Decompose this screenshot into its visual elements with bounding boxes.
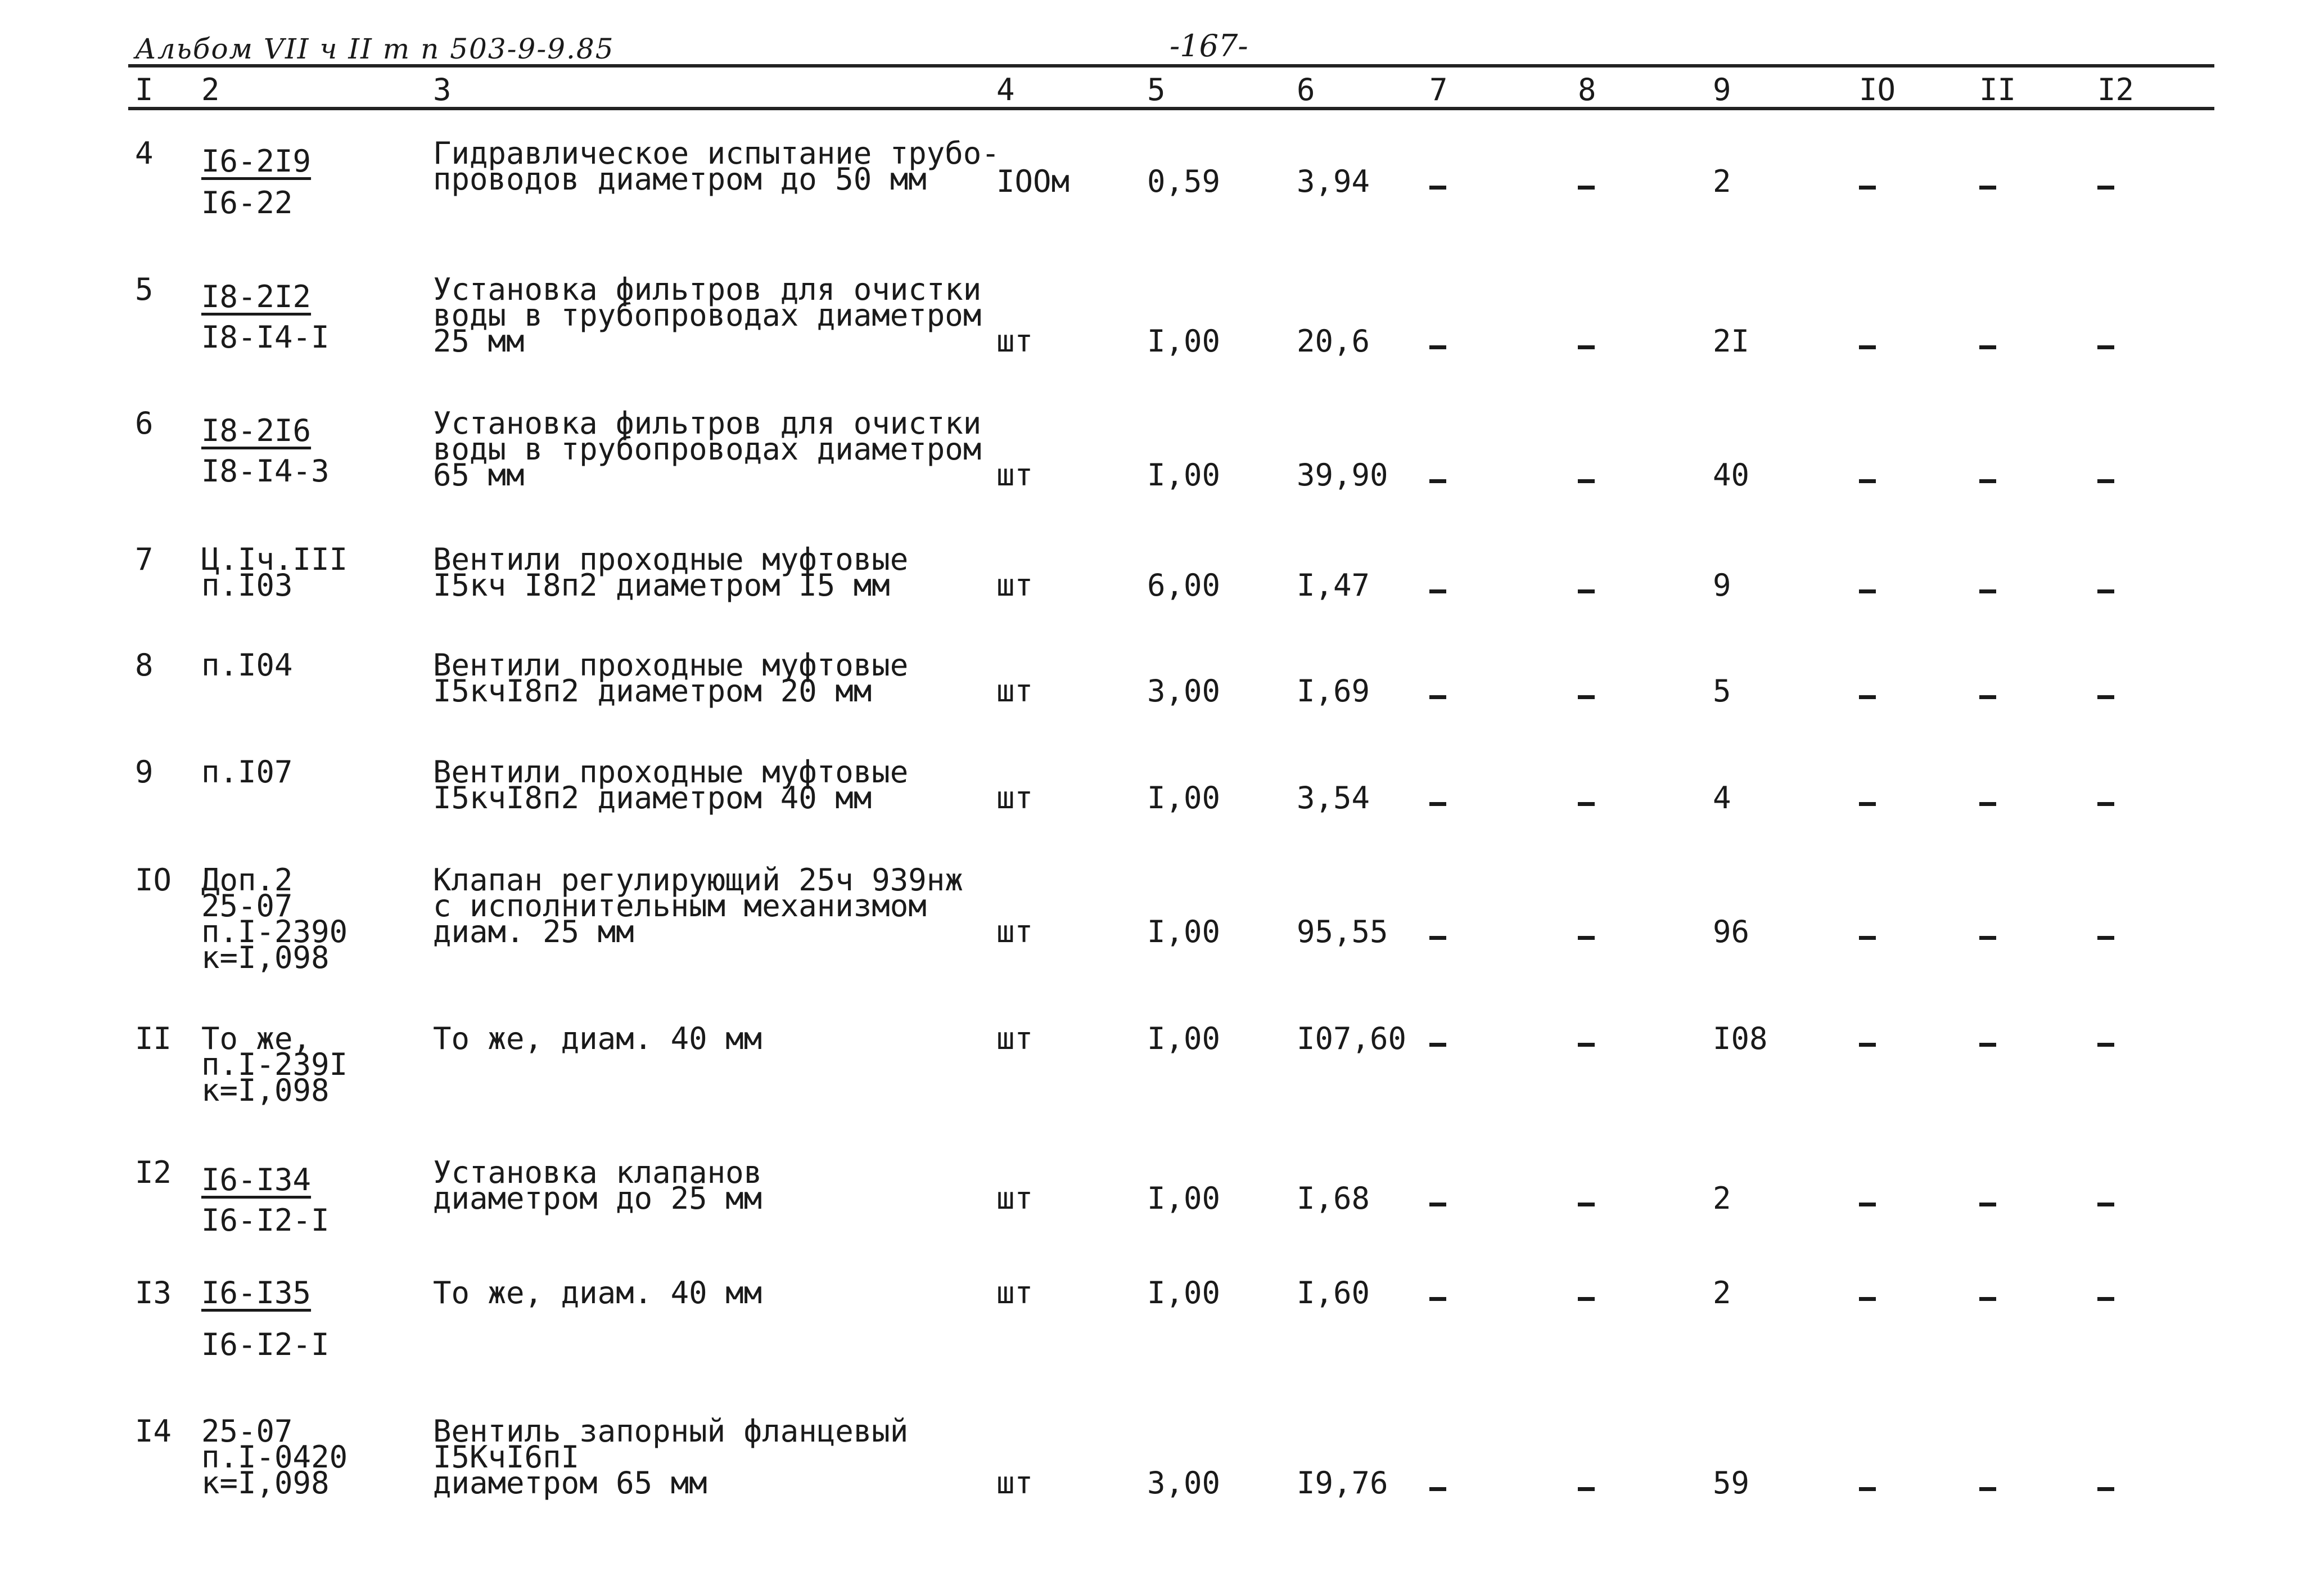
table-row (0, 647, 2324, 709)
price-code: Ц.Iч.III п.I03 (201, 542, 348, 603)
quantity: I,00 (1147, 1181, 1221, 1216)
column-number-6: 6 (1297, 72, 1315, 107)
dash-col-7 (1429, 1043, 1446, 1047)
table-row (0, 1155, 2324, 1238)
unit-price: 3,94 (1297, 164, 1370, 199)
column-number-8: 8 (1578, 72, 1596, 107)
row-number: I2 (135, 1155, 172, 1190)
table-row (0, 754, 2324, 816)
work-description: Вентили проходные муфтовые I5кчI8п2 диаметром 40 мм (433, 754, 909, 816)
row-number: II (135, 1021, 172, 1056)
header-rule-top (128, 64, 2214, 67)
dash-col-10 (1859, 1487, 1876, 1491)
dash-col-7 (1429, 1487, 1446, 1491)
dash-col-10 (1859, 589, 1876, 593)
work-description: Вентиль запорный фланцевый I5КчI6пI диаметром 65 мм (433, 1413, 909, 1501)
dash-col-10 (1859, 1297, 1876, 1301)
table-row (0, 862, 2324, 975)
unit: шт (996, 1465, 1034, 1501)
total-value: 96 (1713, 914, 1750, 949)
row-number: 6 (135, 406, 154, 441)
dash-col-8 (1578, 802, 1595, 806)
total-value: 40 (1713, 457, 1750, 493)
unit-price: I,69 (1297, 673, 1370, 709)
dash-col-11 (1979, 186, 1996, 190)
header-rule-bottom (128, 107, 2214, 110)
quantity: I,00 (1147, 780, 1221, 816)
unit: шт (996, 1275, 1034, 1311)
table-row (0, 272, 2324, 359)
price-code: I8-2I6 I8-I4-3 (201, 413, 330, 489)
price-code: Доп.2 25-07 п.I-2390 к=I,098 (201, 862, 348, 975)
dash-col-12 (2097, 695, 2114, 699)
total-value: 9 (1713, 568, 1731, 603)
price-code: То же, п.I-239I к=I,098 (201, 1021, 348, 1108)
quantity: I,00 (1147, 1021, 1221, 1056)
unit-price: 39,90 (1297, 457, 1388, 493)
dash-col-12 (2097, 589, 2114, 593)
dash-col-11 (1979, 589, 1996, 593)
quantity: I,00 (1147, 323, 1221, 359)
dash-col-10 (1859, 802, 1876, 806)
price-code: п.I04 (201, 647, 293, 683)
dash-col-11 (1979, 695, 1996, 699)
table-row (0, 1275, 2324, 1362)
total-value: 2 (1713, 1181, 1731, 1216)
dash-col-8 (1578, 186, 1595, 190)
unit-price: I,47 (1297, 568, 1370, 603)
unit-price: I07,60 (1297, 1021, 1407, 1056)
dash-col-10 (1859, 1203, 1876, 1206)
unit-price: I9,76 (1297, 1465, 1388, 1501)
dash-col-7 (1429, 1203, 1446, 1206)
dash-col-7 (1429, 695, 1446, 699)
dash-col-7 (1429, 1297, 1446, 1301)
unit: шт (996, 673, 1034, 709)
dash-col-10 (1859, 345, 1876, 349)
dash-col-12 (2097, 1297, 2114, 1301)
dash-col-11 (1979, 1203, 1996, 1206)
row-number: I3 (135, 1275, 172, 1311)
dash-col-12 (2097, 802, 2114, 806)
dash-col-11 (1979, 1297, 1996, 1301)
dash-col-8 (1578, 1297, 1595, 1301)
work-description: Вентили проходные муфтовые I5кчI8п2 диаметром 20 мм (433, 647, 909, 709)
unit: шт (996, 568, 1034, 603)
price-code: 25-07 п.I-0420 к=I,098 (201, 1413, 348, 1501)
unit: шт (996, 1181, 1034, 1216)
column-number-3: 3 (433, 72, 452, 107)
dash-col-12 (2097, 1043, 2114, 1047)
dash-col-10 (1859, 186, 1876, 190)
column-number-11: II (1979, 72, 2016, 107)
unit: шт (996, 780, 1034, 816)
row-number: 4 (135, 136, 154, 171)
work-description: То же, диам. 40 мм (433, 1021, 762, 1056)
dash-col-12 (2097, 936, 2114, 940)
work-description: Вентили проходные муфтовые I5кч I8п2 диаметром I5 мм (433, 542, 909, 603)
dash-col-12 (2097, 1203, 2114, 1206)
price-code: I6-2I9 I6-22 (201, 143, 312, 220)
dash-col-11 (1979, 479, 1996, 483)
dash-col-8 (1578, 936, 1595, 940)
dash-col-8 (1578, 1487, 1595, 1491)
dash-col-8 (1578, 1043, 1595, 1047)
dash-col-11 (1979, 802, 1996, 806)
dash-col-8 (1578, 1203, 1595, 1206)
dash-col-11 (1979, 1487, 1996, 1491)
work-description: То же, диам. 40 мм (433, 1275, 762, 1311)
unit: шт (996, 1021, 1034, 1056)
unit: шт (996, 914, 1034, 949)
table-row (0, 136, 2324, 220)
dash-col-8 (1578, 479, 1595, 483)
table-row (0, 1021, 2324, 1108)
row-number: 7 (135, 542, 154, 577)
work-description: Установка фильтров для очистки воды в трубопроводах диаметром 25 мм (433, 272, 982, 359)
quantity: I,00 (1147, 914, 1221, 949)
column-number-5: 5 (1147, 72, 1166, 107)
unit-price: 95,55 (1297, 914, 1388, 949)
unit-price: I,60 (1297, 1275, 1370, 1311)
dash-col-8 (1578, 345, 1595, 349)
row-number: I4 (135, 1413, 172, 1449)
dash-col-7 (1429, 802, 1446, 806)
unit: IOOм (996, 164, 1070, 199)
dash-col-8 (1578, 589, 1595, 593)
dash-col-12 (2097, 1487, 2114, 1491)
unit: шт (996, 323, 1034, 359)
price-code: I6-I34 I6-I2-I (201, 1162, 330, 1238)
quantity: 3,00 (1147, 1465, 1221, 1501)
dash-col-11 (1979, 345, 1996, 349)
work-description: Установка клапанов диаметром до 25 мм (433, 1155, 762, 1216)
dash-col-7 (1429, 589, 1446, 593)
album-header: Альбом VII ч II т п 503-9-9.85 (135, 33, 615, 65)
work-description: Гидравлическое испытание трубо- проводов диаметром до 50 мм (433, 136, 1000, 197)
work-description: Установка фильтров для очистки воды в трубопроводах диаметром 65 мм (433, 406, 982, 493)
dash-col-10 (1859, 479, 1876, 483)
unit-price: 20,6 (1297, 323, 1370, 359)
page-number: -167- (1170, 28, 1248, 64)
dash-col-7 (1429, 345, 1446, 349)
dash-col-11 (1979, 1043, 1996, 1047)
quantity: I,00 (1147, 1275, 1221, 1311)
dash-col-12 (2097, 345, 2114, 349)
price-code: I6-I35 I6-I2-I (201, 1275, 330, 1362)
total-value: 2 (1713, 164, 1731, 199)
column-number-10: IO (1859, 72, 1896, 107)
dash-col-7 (1429, 936, 1446, 940)
total-value: 59 (1713, 1465, 1750, 1501)
dash-col-8 (1578, 695, 1595, 699)
work-description: Клапан регулирующий 25ч 939нж с исполнительным механизмом диам. 25 мм (433, 862, 963, 949)
dash-col-10 (1859, 1043, 1876, 1047)
dash-col-7 (1429, 186, 1446, 190)
quantity: 0,59 (1147, 164, 1221, 199)
total-value: I08 (1713, 1021, 1768, 1056)
quantity: 3,00 (1147, 673, 1221, 709)
quantity: 6,00 (1147, 568, 1221, 603)
row-number: 9 (135, 754, 154, 790)
column-number-12: I2 (2097, 72, 2135, 107)
row-number: 5 (135, 272, 154, 307)
column-number-2: 2 (201, 72, 220, 107)
total-value: 5 (1713, 673, 1731, 709)
price-code: I8-2I2 I8-I4-I (201, 279, 330, 355)
row-number: 8 (135, 647, 154, 683)
dash-col-12 (2097, 186, 2114, 190)
dash-col-11 (1979, 936, 1996, 940)
unit: шт (996, 457, 1034, 493)
column-number-1: I (135, 72, 154, 107)
table-row (0, 1413, 2324, 1501)
dash-col-12 (2097, 479, 2114, 483)
column-number-9: 9 (1713, 72, 1731, 107)
total-value: 4 (1713, 780, 1731, 816)
column-number-4: 4 (996, 72, 1015, 107)
unit-price: 3,54 (1297, 780, 1370, 816)
unit-price: I,68 (1297, 1181, 1370, 1216)
total-value: 2I (1713, 323, 1750, 359)
quantity: I,00 (1147, 457, 1221, 493)
dash-col-10 (1859, 695, 1876, 699)
column-number-7: 7 (1429, 72, 1448, 107)
dash-col-7 (1429, 479, 1446, 483)
row-number: IO (135, 862, 172, 898)
dash-col-10 (1859, 936, 1876, 940)
total-value: 2 (1713, 1275, 1731, 1311)
table-row (0, 406, 2324, 493)
table-row (0, 542, 2324, 603)
price-code: п.I07 (201, 754, 293, 790)
